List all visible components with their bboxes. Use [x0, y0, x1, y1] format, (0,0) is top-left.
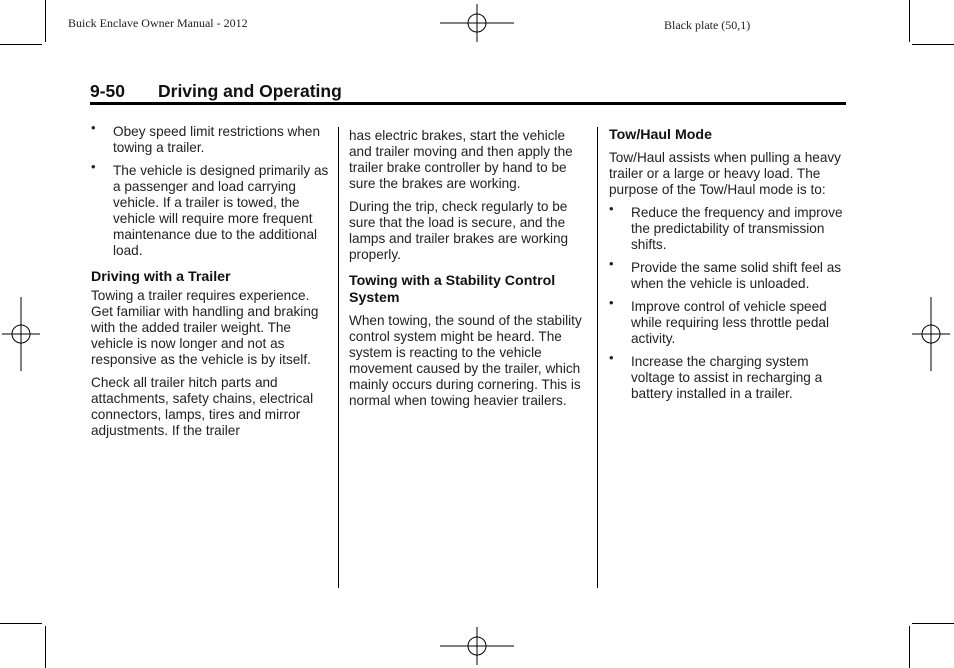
crop-mark-bottom-right-vertical — [909, 626, 910, 668]
section-heading: Tow/Haul Mode — [609, 127, 712, 143]
page-number: 9-50 — [90, 81, 126, 101]
list-item-text: Increase the charging system voltage to assist in recharging a battery installed in a trailer. — [631, 354, 823, 401]
registration-mark-bottom — [440, 627, 514, 665]
list-item — [609, 350, 849, 402]
paragraph: Tow/Haul assists when pulling a heavy trailer or a large or heavy load. The purpose of the Tow/Haul mode is to: — [609, 150, 841, 197]
list-item — [609, 295, 849, 347]
section-heading: Towing with a Stability Control System — [349, 273, 556, 306]
column-divider — [597, 127, 598, 588]
crop-mark-bottom-left-vertical — [45, 626, 46, 668]
list-item — [91, 159, 331, 259]
list-item-text: Reduce the frequency and improve the predictability of transmission shifts. — [631, 205, 843, 252]
registration-mark-right — [912, 297, 950, 371]
plate-label: Black plate (50,1) — [664, 18, 751, 32]
bullet-icon: • — [609, 350, 614, 365]
paragraph: When towing, the sound of the stability control system might be heard. The system is reacting to the vehicle movement caused by the trailer, which mainly occurs during cornering. This is normal when towing heavier trailers. — [349, 313, 582, 408]
crop-mark-bottom-right-horizontal — [912, 623, 954, 624]
crop-mark-top-right-vertical — [909, 0, 910, 42]
registration-mark-left — [2, 297, 40, 371]
list-item — [609, 201, 849, 253]
list-item-text: Provide the same solid shift feel as when the vehicle is unloaded. — [631, 260, 842, 291]
list-item-text: The vehicle is designed primarily as a passenger and load carrying vehicle. If a trailer is towed, the vehicle will require more frequent maintenance due to the additional load. — [113, 163, 329, 258]
column-1 — [91, 120, 331, 446]
column-2 — [349, 128, 589, 416]
bullet-icon: • — [91, 120, 96, 135]
manual-title: Buick Enclave Owner Manual - 2012 — [68, 16, 248, 30]
column-3 — [609, 127, 849, 409]
bullet-icon: • — [91, 159, 96, 174]
paragraph: Towing a trailer requires experience. Get familiar with handling and braking with the added trailer weight. The vehicle is now longer and not as responsive as the vehicle is by itself. — [91, 288, 319, 367]
crop-mark-bottom-left-horizontal — [0, 623, 42, 624]
section-heading: Driving with a Trailer — [91, 269, 231, 285]
page-title — [90, 81, 846, 103]
crop-mark-top-left-horizontal — [0, 44, 42, 45]
bullet-icon: • — [609, 201, 614, 216]
paragraph: has electric brakes, start the vehicle and trailer moving and then apply the trailer brake controller by hand to be sure the brakes are working. — [349, 128, 573, 191]
paragraph: During the trip, check regularly to be sure that the load is secure, and the lamps and trailer brakes are working properly. — [349, 199, 569, 262]
section-title: Driving and Operating — [158, 81, 342, 101]
column-divider — [338, 127, 339, 588]
crop-mark-top-right-horizontal — [912, 44, 954, 45]
bullet-icon: • — [609, 295, 614, 310]
list-item — [609, 256, 849, 292]
title-divider — [90, 102, 846, 105]
bullet-icon: • — [609, 256, 614, 271]
crop-mark-top-left-vertical — [45, 0, 46, 42]
list-item-text: Improve control of vehicle speed while requiring less throttle pedal activity. — [631, 299, 829, 346]
paragraph: Check all trailer hitch parts and attachments, safety chains, electrical connectors, lamps, tires and mirror adjustments. If the trailer — [91, 375, 314, 438]
list-item — [91, 120, 331, 156]
registration-mark-top — [440, 4, 514, 42]
list-item-text: Obey speed limit restrictions when towing a trailer. — [113, 124, 321, 155]
